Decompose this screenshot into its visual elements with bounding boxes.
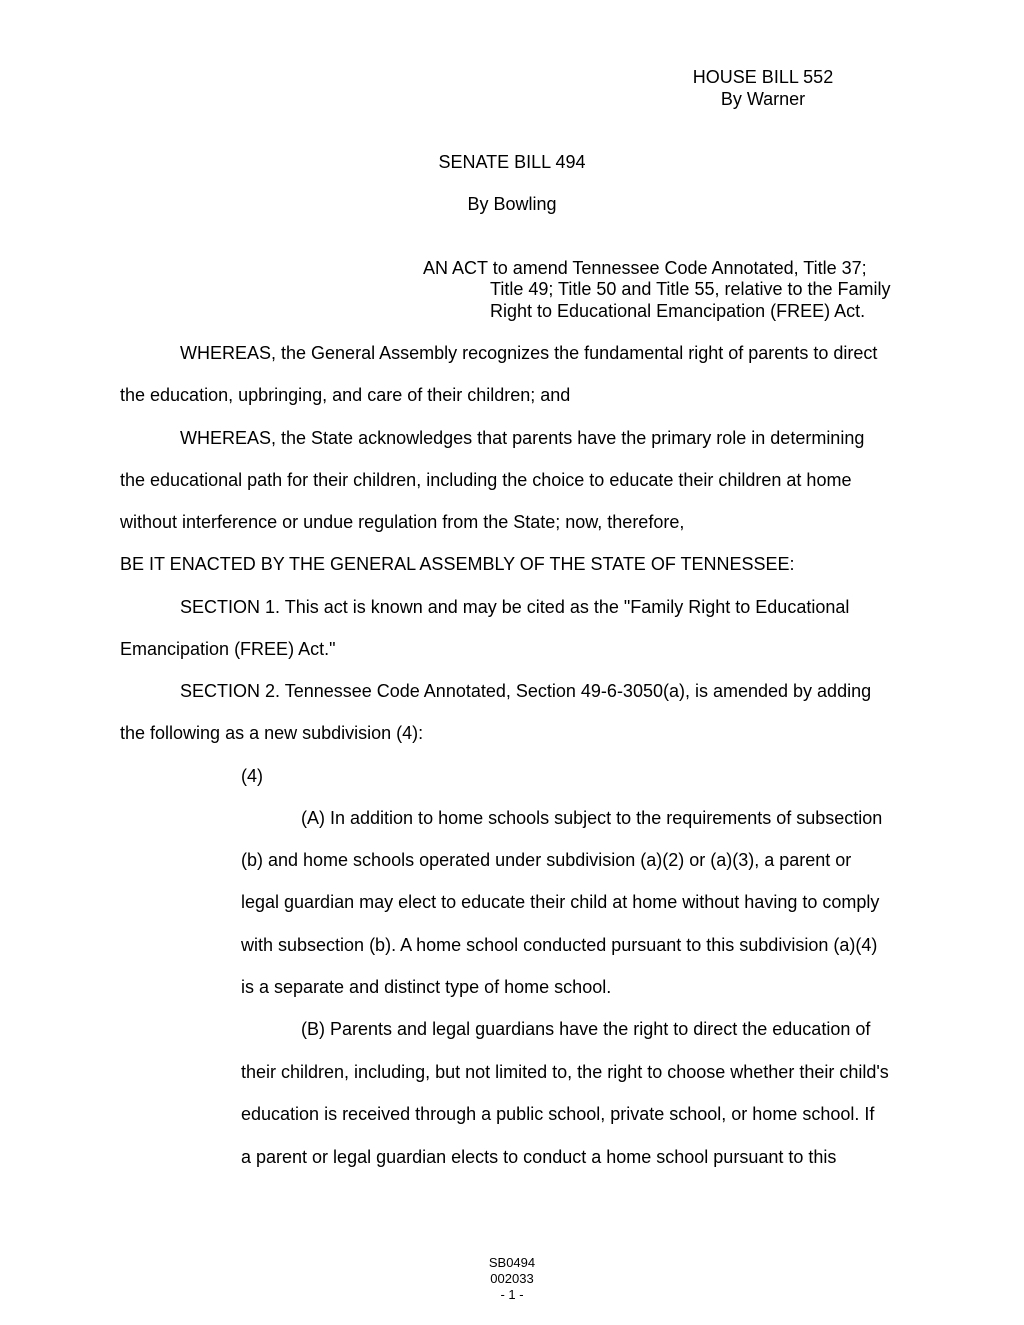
footer-bill-code: SB0494 <box>488 1255 536 1270</box>
footer-page-number: - 1 - <box>500 1287 524 1302</box>
house-bill-sponsor: By Warner <box>720 89 806 109</box>
caption-line: Right to Educational Emancipation (FREE) Act. <box>490 301 866 321</box>
section-2-line: SECTION 2. Tennessee Code Annotated, Section 49-6-3050(a), is amended by adding <box>180 681 872 701</box>
senate-bill-number: SENATE BILL 494 <box>438 152 586 172</box>
whereas-clause-2-line: WHEREAS, the State acknowledges that parents have the primary role in determining <box>180 428 865 448</box>
whereas-clause-2-line: without interference or undue regulation from the State; now, therefore, <box>120 512 685 532</box>
subdivision-4-label: (4) <box>241 766 263 786</box>
subdivision-a-line: legal guardian may elect to educate their child at home without having to comply <box>241 892 880 912</box>
whereas-clause-2-line: the educational path for their children, including the choice to educate their children at home <box>120 470 852 490</box>
subdivision-a-line: (A) In addition to home schools subject to the requirements of subsection <box>301 808 883 828</box>
subdivision-a-line: is a separate and distinct type of home school. <box>241 977 612 997</box>
enacting-clause: BE IT ENACTED BY THE GENERAL ASSEMBLY OF THE STATE OF TENNESSEE: <box>120 554 795 574</box>
subdivision-a-line: with subsection (b). A home school conducted pursuant to this subdivision (a)(4) <box>241 935 878 955</box>
whereas-clause-1-line: the education, upbringing, and care of their children; and <box>120 385 571 405</box>
subdivision-a-line: (b) and home schools operated under subdivision (a)(2) or (a)(3), a parent or <box>241 850 852 870</box>
footer-doc-number: 002033 <box>490 1271 534 1286</box>
senate-bill-sponsor: By Bowling <box>467 194 557 214</box>
section-2-line: the following as a new subdivision (4): <box>120 723 424 743</box>
subdivision-b-line: education is received through a public school, private school, or home school. If <box>241 1104 875 1124</box>
house-bill-number: HOUSE BILL 552 <box>692 67 834 87</box>
whereas-clause-1-line: WHEREAS, the General Assembly recognizes the fundamental right of parents to direct <box>180 343 878 363</box>
subdivision-b-line: (B) Parents and legal guardians have the right to direct the education of <box>301 1019 871 1039</box>
section-1-line: SECTION 1. This act is known and may be cited as the "Family Right to Educational <box>180 597 850 617</box>
subdivision-b-line: a parent or legal guardian elects to conduct a home school pursuant to this <box>241 1147 837 1167</box>
caption-line: AN ACT to amend Tennessee Code Annotated, Title 37; <box>423 258 867 278</box>
subdivision-b-line: their children, including, but not limited to, the right to choose whether their child's <box>241 1062 889 1082</box>
caption-line: Title 49; Title 50 and Title 55, relative to the Family <box>490 279 891 299</box>
section-1-line: Emancipation (FREE) Act." <box>120 639 336 659</box>
